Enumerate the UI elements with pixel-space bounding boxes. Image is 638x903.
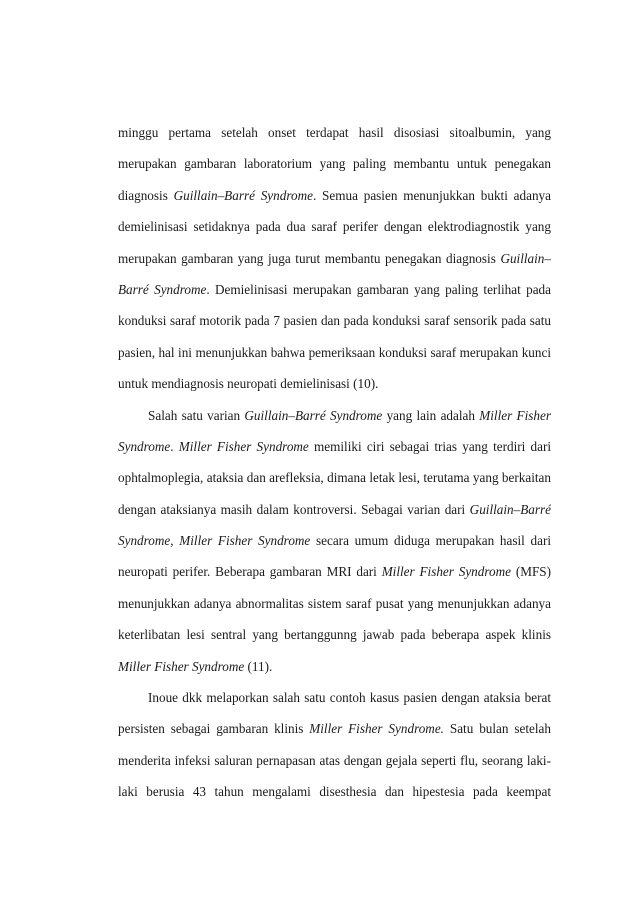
text-line: pasien, hal ini menunjukkan bahwa pemeriksaan konduksi saraf merupakan kunci [118,344,551,360]
italic-term: Guillain–Barré Syndrome [244,407,383,423]
italic-term: Miller Fisher Syndrome [179,533,311,549]
italic-term: Syndrome [118,438,171,454]
text-line: persisten sebagai gambaran klinis Miller Fisher Syndrome. Satu bulan setelah [118,721,551,737]
italic-term: Miller Fisher Syndrome [118,658,245,674]
paragraph-end-line: Miller Fisher Syndrome (11). [118,658,273,674]
italic-term: Guillain– [500,250,551,266]
text-line: neuropati perifer. Beberapa gambaran MRI dari Miller Fisher Syndrome (MFS) [118,564,551,580]
text-line: merupakan gambaran laboratorium yang paling membantu untuk penegakan [118,156,551,172]
text-line: Barré Syndrome. Demielinisasi merupakan gambaran yang paling terlihat pada [118,281,551,297]
text-line: laki berusia 43 tahun mengalami disesthesia dan hipestesia pada keempat [118,784,551,800]
text-line: konduksi saraf motorik pada 7 pasien dan pada konduksi saraf sensorik pada satu [118,313,551,329]
paragraph-end-line: untuk mendiagnosis neuropati demielinisasi (10). [118,376,379,392]
text-line: menderita infeksi saluran pernapasan atas dengan gejala seperti flu, seorang laki- [118,752,551,768]
italic-term: Miller Fisher Syndrome [381,564,511,580]
text-line: menunjukkan adanya abnormalitas sistem saraf pusat yang menunjukkan adanya [118,595,551,611]
text-line: minggu pertama setelah onset terdapat hasil disosiasi sitoalbumin, yang [118,125,551,140]
italic-term: Miller Fisher Syndrome [178,438,309,454]
text-line: dengan ataksianya masih dalam kontroversi. Sebagai varian dari Guillain–Barré [118,501,551,517]
text-line: Syndrome, Miller Fisher Syndrome secara umum diduga merupakan hasil dari [118,533,551,549]
italic-term: Miller Fisher Syndrome. [309,721,444,737]
text-line: diagnosis Guillain–Barré Syndrome. Semua pasien menunjukkan bukti adanya [118,187,551,203]
text-line: ophtalmoplegia, ataksia dan arefleksia, dimana letak lesi, terutama yang berkaitan [118,470,551,486]
paragraph-start-line: Salah satu varian Guillain–Barré Syndrome yang lain adalah Miller Fisher [148,407,551,423]
text-line: Syndrome. Miller Fisher Syndrome memiliki ciri sebagai trias yang terdiri dari [118,438,551,454]
text-line: keterlibatan lesi sentral yang bertanggunng jawab pada beberapa aspek klinis [118,627,551,643]
text-line: demielinisasi setidaknya pada dua saraf perifer dengan elektrodiagnostik yang [118,219,551,235]
text-line: merupakan gambaran yang juga turut membantu penegakan diagnosis Guillain– [118,250,551,266]
paragraph-start-line: Inoue dkk melaporkan salah satu contoh kasus pasien dengan ataksia berat [148,690,551,706]
italic-term: Guillain–Barré Syndrome [173,187,313,203]
italic-term: Barré Syndrome [118,281,207,297]
italic-term: Syndrome [118,533,171,549]
italic-term: Miller Fisher [479,407,551,423]
italic-term: Guillain–Barré [469,501,551,517]
